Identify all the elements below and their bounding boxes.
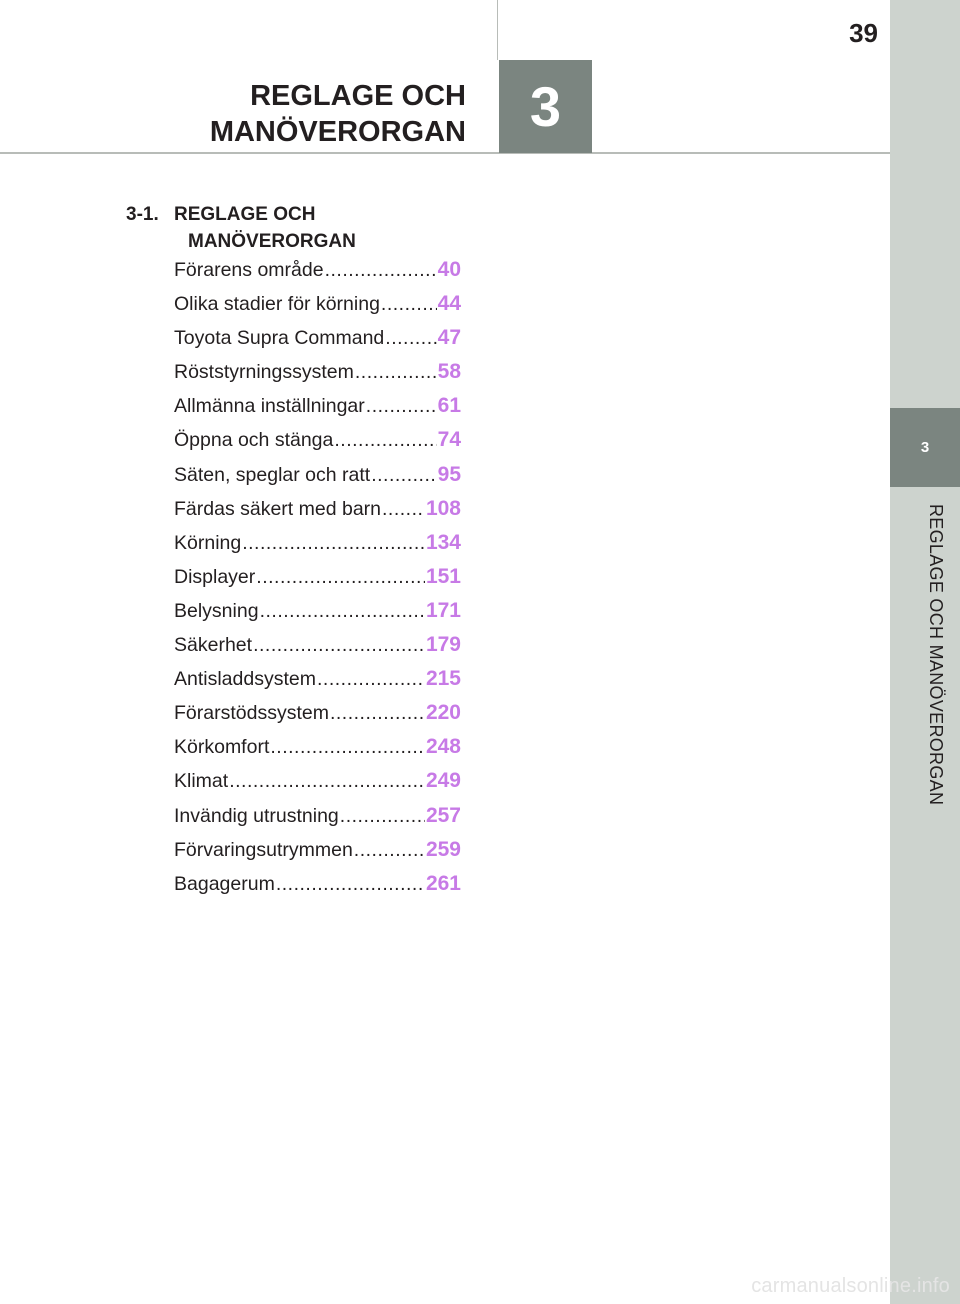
- toc-entry-label: Bagagerum: [174, 872, 275, 895]
- header-divider-horizontal: [0, 152, 890, 154]
- dot-leader: [260, 600, 425, 623]
- toc-entry-label: Belysning: [174, 599, 259, 622]
- toc-page-link[interactable]: 249: [425, 769, 461, 793]
- dot-leader: [256, 566, 425, 589]
- toc-entry[interactable]: [174, 258, 461, 292]
- toc-page-link[interactable]: 40: [437, 258, 461, 281]
- toc-page-link[interactable]: 47: [437, 326, 461, 350]
- toc-entry[interactable]: [174, 326, 461, 360]
- toc-entry[interactable]: [174, 531, 461, 565]
- toc-entry-label: Antisladdsystem: [174, 668, 316, 691]
- toc-entry[interactable]: [174, 633, 461, 667]
- toc-page-link[interactable]: 261: [425, 871, 461, 895]
- toc-entry[interactable]: [174, 497, 461, 531]
- dot-leader: [270, 736, 425, 759]
- toc-page-link[interactable]: 179: [425, 633, 461, 657]
- header-divider-vertical: [497, 0, 498, 60]
- toc-entry-label: Olika stadier för körning: [174, 293, 380, 316]
- toc-entry[interactable]: [174, 394, 461, 428]
- toc-page-link[interactable]: 58: [437, 360, 461, 384]
- toc-page-link[interactable]: 259: [425, 837, 461, 861]
- dot-leader: [253, 634, 425, 657]
- dot-leader: [366, 395, 437, 418]
- toc-entry[interactable]: [174, 701, 461, 735]
- toc-entry-label: Körning: [174, 531, 242, 554]
- toc-entry-label: Förarstödssystem: [174, 702, 329, 725]
- dot-leader: [381, 293, 437, 316]
- section-title-line-1: REGLAGE OCH: [174, 204, 316, 225]
- toc-entry-label: Säkerhet: [174, 634, 253, 657]
- toc-entry[interactable]: [174, 872, 461, 906]
- page-number: 39: [849, 18, 878, 48]
- toc-entry-label: Säten, speglar och ratt: [174, 463, 371, 486]
- section-title: [174, 201, 414, 255]
- toc-entry-label: Klimat: [174, 770, 229, 793]
- toc-entry[interactable]: [174, 838, 461, 872]
- chapter-side-tab[interactable]: 3: [890, 408, 960, 487]
- toc-entry-label: Färdas säkert med barn: [174, 497, 382, 520]
- dot-leader: [276, 873, 425, 896]
- dot-leader: [340, 805, 425, 828]
- toc-page-link[interactable]: 108: [425, 496, 461, 520]
- toc-page-link[interactable]: 257: [425, 803, 461, 827]
- section-number: 3-1.: [126, 204, 159, 225]
- toc-page-link[interactable]: 220: [425, 701, 461, 725]
- chapter-side-label: REGLAGE OCH MANÖVERORGAN: [926, 504, 946, 806]
- toc-entry[interactable]: [174, 463, 461, 497]
- toc-entry[interactable]: [174, 735, 461, 769]
- toc-entry-label: Öppna och stänga: [174, 429, 334, 452]
- toc-page-link[interactable]: 74: [437, 428, 461, 452]
- toc-entry-label: Invändig utrustning: [174, 804, 339, 827]
- toc-entry-label: Röststyrningssystem: [174, 361, 354, 384]
- toc-entry[interactable]: [174, 360, 461, 394]
- dot-leader: [355, 361, 437, 384]
- watermark: carmanualsonline.info: [751, 1275, 950, 1297]
- dot-leader: [330, 702, 425, 725]
- chapter-number-box: 3: [499, 60, 592, 153]
- toc-entry-label: Allmänna inställningar: [174, 395, 365, 418]
- toc-entry-label: Toyota Supra Command: [174, 327, 385, 350]
- dot-leader: [385, 327, 436, 350]
- table-of-contents: [174, 258, 461, 906]
- dot-leader: [229, 770, 425, 793]
- toc-entry[interactable]: [174, 292, 461, 326]
- chapter-title-line-1: REGLAGE OCH: [250, 80, 466, 112]
- dot-leader: [354, 839, 425, 862]
- chapter-title: [210, 78, 466, 150]
- toc-entry[interactable]: [174, 599, 461, 633]
- chapter-title-line-2: MANÖVERORGAN: [209, 116, 466, 148]
- dot-leader: [317, 668, 425, 691]
- toc-page-link[interactable]: 248: [425, 735, 461, 759]
- toc-page-link[interactable]: 134: [425, 530, 461, 554]
- toc-page-link[interactable]: 95: [437, 462, 461, 486]
- dot-leader: [242, 532, 425, 555]
- toc-page-link[interactable]: 215: [425, 667, 461, 691]
- toc-page-link[interactable]: 61: [437, 394, 461, 418]
- toc-page-link[interactable]: 44: [437, 292, 461, 316]
- toc-entry[interactable]: [174, 565, 461, 599]
- toc-entry[interactable]: [174, 804, 461, 838]
- dot-leader: [382, 498, 425, 521]
- toc-entry[interactable]: [174, 428, 461, 462]
- dot-leader: [325, 259, 437, 282]
- toc-page-link[interactable]: 171: [425, 598, 461, 622]
- toc-entry-label: Displayer: [174, 565, 256, 588]
- section-title-line-2: MANÖVERORGAN: [188, 231, 356, 252]
- toc-entry-label: Förarens område: [174, 259, 324, 281]
- toc-entry[interactable]: [174, 667, 461, 701]
- toc-entry-label: Körkomfort: [174, 736, 270, 759]
- toc-entry[interactable]: [174, 769, 461, 803]
- toc-entry-label: Förvaringsutrymmen: [174, 838, 353, 861]
- dot-leader: [371, 464, 436, 487]
- toc-page-link[interactable]: 151: [425, 564, 461, 588]
- dot-leader: [334, 429, 436, 452]
